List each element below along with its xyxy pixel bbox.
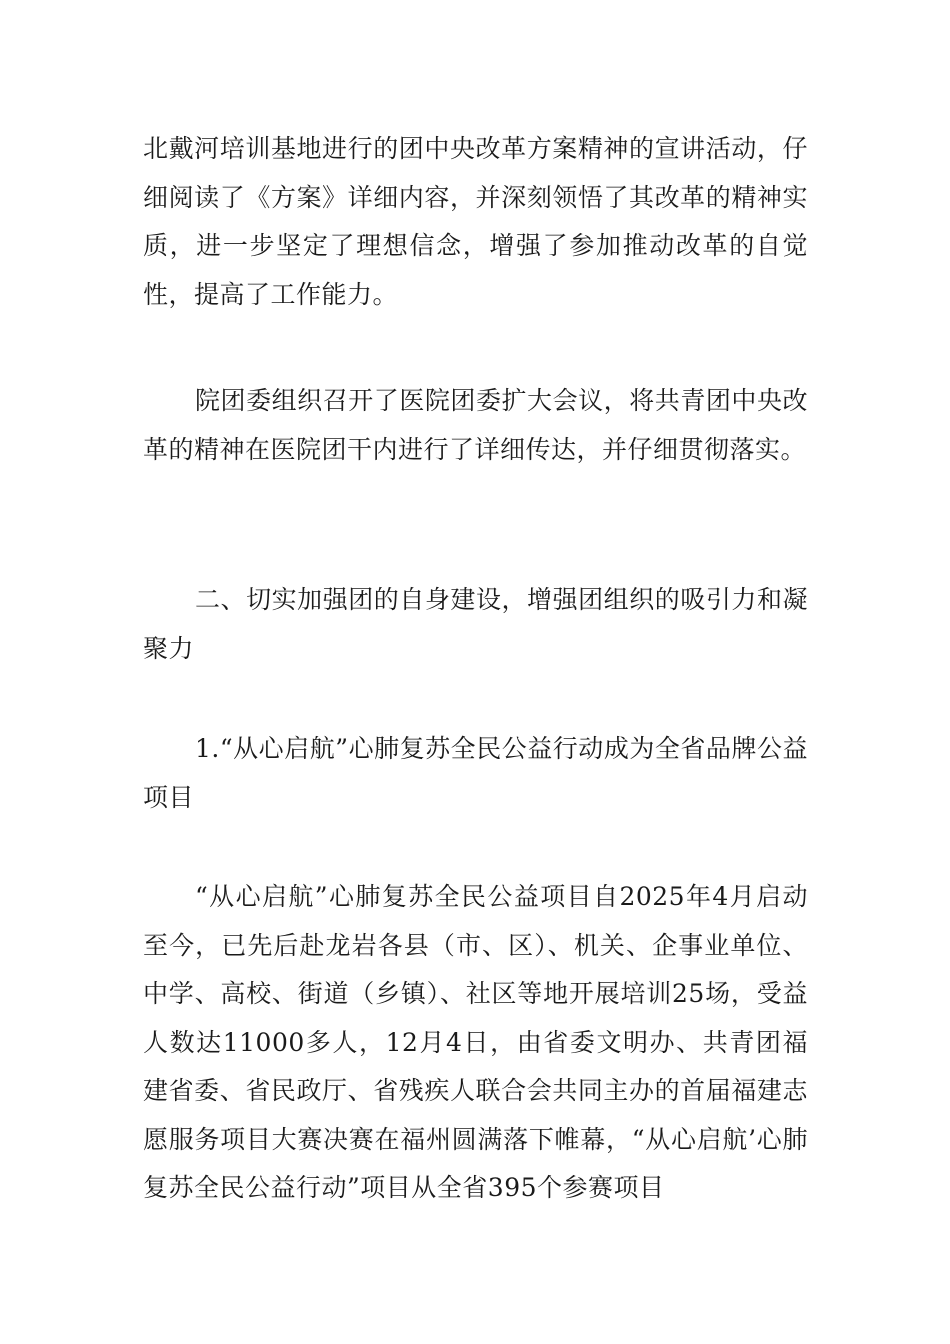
subsection-heading-1: 1.“从心启航”心肺复苏全民公益行动成为全省品牌公益项目 [143, 734, 808, 812]
section-heading-2: 二、切实加强团的自身建设，增强团组织的吸引力和凝聚力 [143, 585, 808, 663]
body-paragraph-1: 北戴河培训基地进行的团中央改革方案精神的宣讲活动，仔细阅读了《方案》详细内容，并深刻领悟了其改革的精神实质，进一步坚定了理想信念，增强了参加推动改革的自觉性，提高了工作能力。 [143, 134, 808, 309]
body-paragraph-3: “从心启航”心肺复苏全民公益项目自2025年4月启动至今，已先后赴龙岩各县（市、区）、机关、企事业单位、中学、高校、街道（乡镇）、社区等地开展培训25场，受益人数达11000多人，12月4日，由省委文明办、共青团福建省委、省民政厅、省残疾人联合会共同主办的首届福建志愿服务项目大赛决赛在福州圆满落下帷幕，“从心启航’心肺复苏全民公益行动”项目从全省395个参赛项目 [143, 882, 808, 1202]
body-paragraph-2: 院团委组织召开了医院团委扩大会议，将共青团中央改革的精神在医院团干内进行了详细传达，并仔细贯彻落实。 [143, 386, 808, 464]
